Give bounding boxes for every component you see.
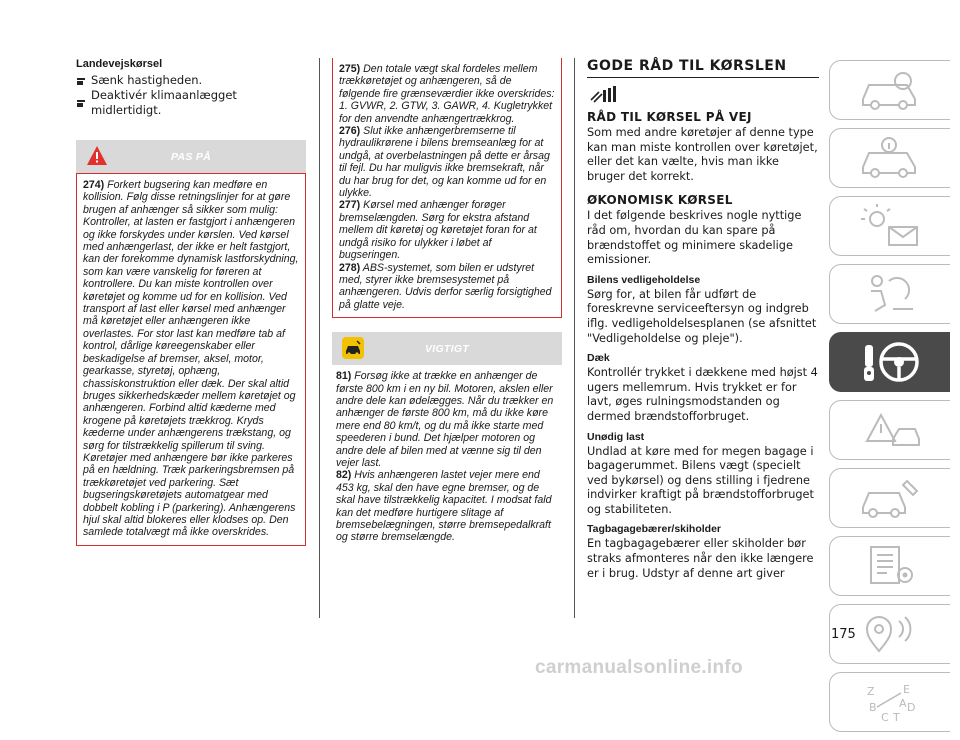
tab-lights-messages[interactable] [829, 196, 950, 256]
key-icon [76, 98, 86, 108]
heading-landevejskorsel: Landevejskørsel [76, 58, 163, 70]
subsection-title: Dæk [587, 352, 610, 365]
important-notes [332, 365, 562, 544]
warning-triangle-icon [86, 145, 108, 167]
car-service-icon [342, 337, 364, 359]
alphabet-index-icon [855, 679, 925, 725]
subsection-text: En tagbagagebærer eller skiholder bør straks afmonteres når den ikke længere er i brug. Udstyr af denne art giver [587, 537, 814, 580]
car-outline-icon [855, 67, 925, 113]
key-steering-wheel-icon [855, 339, 925, 385]
column-left [76, 58, 306, 546]
note-paragraph [336, 370, 558, 469]
section-text: Som med andre køretøjer af denne type kan man miste kontrollen over køretøjet, eller det kan vælte, hvis man ikke bruger det korrekt. [587, 126, 818, 183]
warning-paragraph [83, 179, 299, 539]
column-right [587, 58, 819, 581]
note-text: Slut ikke anhængerbremserne til hydraulikrørene i bilens bremseanlæg for at undgå, at overbelastningen på dette er årsag til fejl. Du har muligvis ikke bremsekraft, når du har brug for det, og kan komme ud for en ulykke. [339, 125, 550, 200]
subsection-title: Tagbagagebærer/skiholder [587, 523, 722, 536]
tab-vehicle-overview[interactable] [829, 60, 950, 120]
bullet-text: Sænk hastigheden. [91, 73, 203, 87]
bullet-text: Deaktivér klimaanlægget midlertidigt. [91, 88, 237, 117]
road-driving-icon [589, 86, 623, 104]
page-title: GODE RÅD TIL KØRSLEN [587, 58, 819, 78]
car-service-icon [855, 475, 925, 521]
warning-text: Forkert bugsering kan medføre en kollision. Følg disse retningslinjer for at gøre brugen af anhænger så sikker som mulig: Kontroller, at lasten er fastgjort i anhængeren og ikke forskydes under kørslen. Ved kørsel med anhængerlast, der ikke er helt fastgjort, kan der forekomme dynamisk lastforskydning, som kan være vanskelig for føreren at kontrollere. Du kan miste kontrollen over køretøjet og komme ud for en kollision. Ved transport af last eller kørsel med anhænger må køretøjet eller anhængeren ikke overlastes. For stor last kan medføre tab af kontrol, dårlige køreegenskaber eller beskadigelse af bremser, aksel, motor, gearkasse, styretøj, ophæng, chassiskonstruktion eller dæk. Der skal altid bruges sikkerhedskæder mellem køretøjet og anhængeren. Forbind altid kæderne med krogene på køretøjets trækkrog. Kryds kæderne under anhængerens trækstang, og sørg for tilstrækkelig spillerum til sving. Køretøjer med anhængere bør ikke parkeres på en hældning. Træk parkeringsbremsen på trækkøretøjet ved parkering. Sæt bugseringskøretøjets automatgear med dobbelt kobling i P (parkering). Anhængerens hjul skal altid blokeres eller klodses op. Den samlede totalvægt må ikke overskrides. [83, 179, 299, 539]
key-icon [76, 76, 86, 86]
warning-car-icon [855, 407, 925, 453]
warning-box [76, 173, 306, 546]
note-number: 82) [336, 469, 352, 482]
note-paragraph [336, 469, 558, 543]
column-middle [332, 58, 562, 544]
index-letter: C [881, 711, 889, 724]
index-letter: D [907, 701, 916, 714]
subsection-title: Bilens vedligeholdelse [587, 273, 701, 286]
tab-technical-data[interactable] [829, 536, 950, 596]
tab-index[interactable] [829, 672, 950, 732]
index-letter: A [899, 697, 907, 710]
bullet-item [76, 88, 306, 118]
section-text: I det følgende beskrives nogle nyttige råd om, hvordan du kan spare på brændstoffet og minimere skadelige emissioner. [587, 209, 802, 267]
subsection-title: Unødig last [587, 430, 645, 443]
index-letter: T [893, 711, 900, 724]
warning-banner [76, 140, 306, 173]
subsection-text: Undlad at køre med for megen bagage i bagagerummet. Bilens vægt (specielt ved bykørsel) og dens stilling i fjedrene indvirker kraftigt på brændstofforbruget og stabiliteten. [587, 444, 814, 516]
tab-starting-driving[interactable] [829, 332, 950, 392]
technical-data-icon [855, 543, 925, 589]
bullet-item [76, 73, 306, 88]
note-text: Hvis anhængeren lastet vejer mere end 453 kg, skal den have egne bremser, og de skal have tilstrækkelig kapacitet. I modsat fald kan det medføre hurtigere slitage af bremsebelægningen, større bremsepedalkraft og større bremselængde. [336, 469, 552, 544]
page-number: 175 [831, 627, 856, 642]
index-letter: Z [867, 685, 875, 698]
note-text: Forsøg ikke at trække en anhænger de første 800 km i en ny bil. Motoren, akslen eller andre dele kan ødelægges. Når du trækker en anhænger de første 800 km, må du ikke køre mere end 80 km/t, og du må ikke starte med speederen i bund. Det hjælper motoren og andre dele af bilen med at vænne sig til den vejer last. [336, 370, 554, 469]
note-number: 278) [339, 261, 361, 274]
tab-maintenance[interactable] [829, 468, 950, 528]
note-number: 81) [336, 370, 352, 383]
tab-safety[interactable] [829, 264, 950, 324]
note-text: Den totale vægt skal fordeles mellem trækkøretøjet og anhængeren, så de følgende fire grænseværdier ikke overskrides: 1. GVWR, 2. GTW, 3. GAWR, 4. Kugletrykket for den anvendte anhængertrækkrog. [339, 63, 555, 125]
note-number: 274) [83, 179, 105, 191]
location-signal-icon [855, 611, 925, 657]
watermark-footer: carmanualsonline.info [535, 657, 743, 678]
important-banner [332, 332, 562, 365]
warning-box-continued [332, 58, 562, 318]
note-paragraph [339, 262, 555, 312]
column-divider [574, 58, 575, 618]
note-paragraph [339, 63, 555, 125]
note-number: 276) [339, 125, 361, 138]
note-paragraph [339, 125, 555, 199]
warning-label: PAS PÅ [170, 150, 212, 163]
subsection-text: Sørg for, at bilen får udført de foreskrevne serviceeftersyn og indgreb iflg. vedligeholdelsesplanen (se afsnittet "Vedligeholdelse og pleje"). [587, 287, 817, 345]
section-title: ØKONOMISK KØRSEL [587, 193, 733, 208]
tab-emergency[interactable] [829, 400, 950, 460]
subsection-text: Kontrollér trykket i dækkene med højst 4 ugers mellemrum. Hvis trykket er for lavt, øges rulningsmodstanden og dermed brændstofforbruget. [587, 366, 818, 423]
tab-vehicle-info[interactable] [829, 128, 950, 188]
safety-airbag-icon [855, 271, 925, 317]
car-info-icon [855, 135, 925, 181]
note-text: ABS-systemet, som bilen er udstyret med, styrer ikke bremsesystemet på anhængeren. Udvis derfor særlig forsigtighed på glatte veje. [339, 261, 552, 311]
section-title: RÅD TIL KØRSEL PÅ VEJ [587, 110, 752, 124]
note-text: Kørsel med anhænger forøger bremselængden. Sørg for ekstra afstand mellem dit køretøj og køretøjet foran for at undgå risiko for ulykker i løbet af bugseringen. [339, 199, 537, 262]
index-letter: E [903, 683, 910, 696]
note-number: 277) [339, 199, 361, 212]
column-divider [319, 58, 320, 618]
important-label: VIGTIGT [424, 342, 470, 355]
light-message-icon [855, 203, 925, 249]
note-paragraph [339, 199, 555, 261]
note-number: 275) [339, 63, 361, 75]
index-letter: B [869, 701, 877, 714]
